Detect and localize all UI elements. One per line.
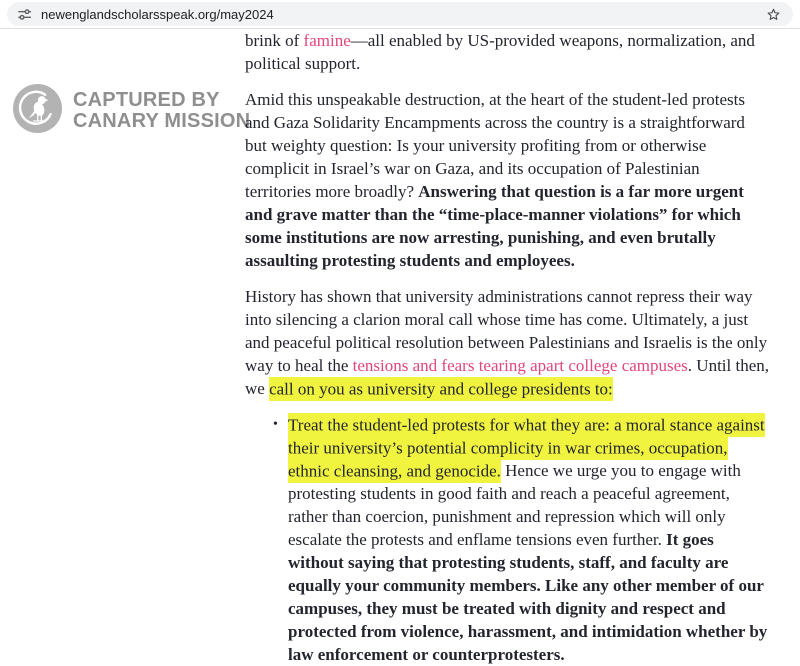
- bullet-list: [245, 413, 769, 666]
- bullet-item: [288, 413, 769, 666]
- highlighted-text: call on you as university and college presidents to:: [269, 377, 613, 401]
- browser-toolbar: [0, 0, 800, 29]
- text-run: Hence we urge you to engage with protesting students in good faith and reach a peaceful agreement, rather than coercion, punishment and repression which will only escalate the protests and enflame tensions even further.: [288, 461, 741, 549]
- text-run: brink of: [245, 31, 304, 50]
- canary-bird-icon: [13, 84, 62, 138]
- text-run: History has shown that university administrations cannot repress their way into silencing a clarion moral call whose time has come. Ultimately, a just and peaceful political resolution between Palestinians and Israelis is the only way to heal the: [245, 287, 768, 375]
- inline-link[interactable]: tensions and fears tearing apart college campuses: [352, 356, 688, 375]
- paragraph: [245, 285, 769, 400]
- text-run: . Until then, we: [245, 356, 770, 398]
- paragraph: [245, 29, 769, 75]
- canary-mission-watermark: [13, 84, 250, 138]
- watermark-line2: CANARY MISSION: [73, 110, 251, 132]
- bookmark-star-icon[interactable]: [766, 7, 781, 22]
- paragraph: [245, 88, 769, 272]
- site-settings-tune-icon[interactable]: [17, 7, 32, 22]
- inline-link[interactable]: famine: [303, 31, 351, 50]
- text-run: Answering that question is a far more urgent and grave matter than the “time-place-manner violations” for which some institutions are now arresting, punishing, and even brutally assaulting protesting students and employees.: [245, 182, 744, 270]
- text-run: Amid this unspeakable destruction, at the heart of the student-led protests and Gaza Solidarity Encampments across the country is a straightforward but weighty question: Is your university profiting from or otherwise complicit in Israel’s war on Gaza, and its occupation of Palestinian territories more broadly?: [245, 90, 745, 201]
- watermark-line1: CAPTURED BY: [73, 89, 220, 111]
- url-text[interactable]: newenglandscholarsspeak.org/may2024: [41, 6, 274, 22]
- highlighted-text: Treat the student-led protests for what they are: a moral stance against their university’s potential complicity in war crimes, occupation, ethnic cleansing, and genocide.: [288, 413, 765, 483]
- address-bar[interactable]: [7, 2, 793, 26]
- watermark-text: [73, 90, 250, 132]
- text-run: —all enabled by US-provided weapons, normalization, and political support.: [245, 31, 755, 73]
- article-body: [245, 29, 769, 666]
- text-run: It goes without saying that protesting students, staff, and faculty are equally your community members. Like any other member of our campuses, they must be treated with dignity and respect and protected from violence, harassment, and intimidation whether by law enforcement or counterprotesters.: [288, 530, 768, 664]
